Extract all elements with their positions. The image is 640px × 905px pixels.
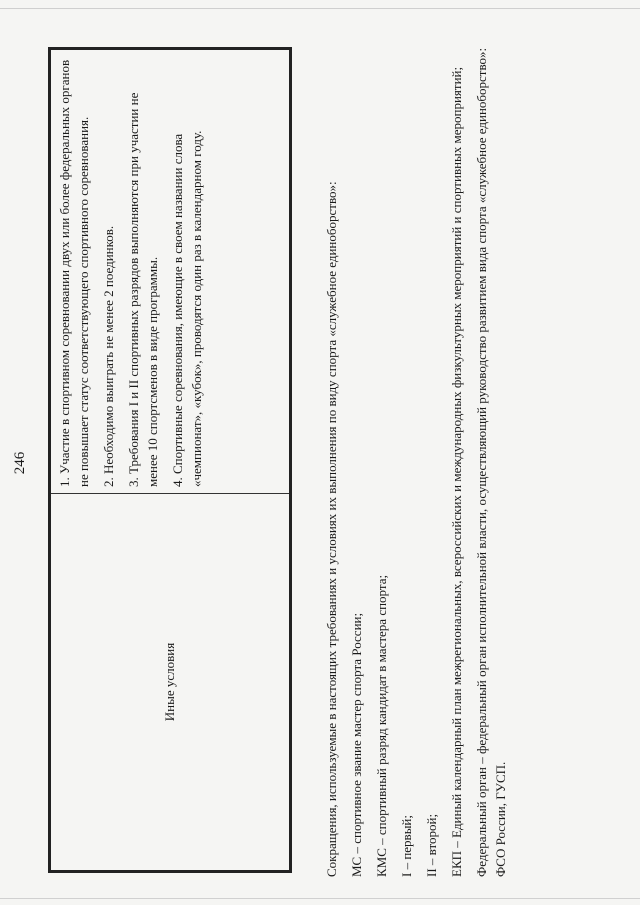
abbreviation-ekp: ЕКП – Единый календарный план межрегиональных, всероссийских и международных физкультурных мероприятий и спортивных мероприятий; — [449, 66, 464, 877]
scan-bottom-border — [0, 898, 640, 899]
condition-item-2: 2. Необходимо выиграть не менее 2 поединков. — [101, 225, 116, 487]
page-number: 246 — [12, 451, 28, 475]
abbreviation-second: II – второй; — [424, 813, 439, 877]
abbreviation-ms: МС – спортивное звание мастер спорта России; — [349, 612, 364, 877]
abbreviation-first: I – первый; — [399, 815, 414, 877]
abbreviation-federal-organ: Федеральный орган – федеральный орган исполнительной власти, осуществляющий руководство развитием вида спорта «служебное единоборство»: ФСО России, ГУСП. — [474, 47, 508, 877]
table-label-cell — [51, 493, 289, 870]
condition-item-4: 4. Спортивные соревнования, имеющие в своем названии слова «чемпионат», «кубок», проводятся один раз в календарном году. — [170, 130, 204, 487]
rotated-content — [12, 33, 627, 893]
conditions-table — [48, 47, 292, 873]
condition-item-1: 1. Участие в спортивном соревновании двух или более федеральных органов не повышает статус соответствующего спортивного соревнования. — [57, 59, 91, 487]
abbreviations-section — [322, 47, 516, 877]
abbreviations-intro: Сокращения, используемые в настоящих требованиях и условиях их выполнения по виду спорта «служебное единоборство»: — [324, 181, 339, 877]
table-items-cell — [51, 50, 289, 493]
condition-item-3: 3. Требования I и II спортивных разрядов выполняются при участии не менее 10 спортсменов в виде программы. — [126, 92, 160, 487]
table-label: Иные условия — [162, 642, 177, 722]
scan-top-border — [0, 8, 640, 9]
abbreviation-kms: КМС – спортивный разряд кандидат в мастера спорта; — [374, 574, 389, 877]
